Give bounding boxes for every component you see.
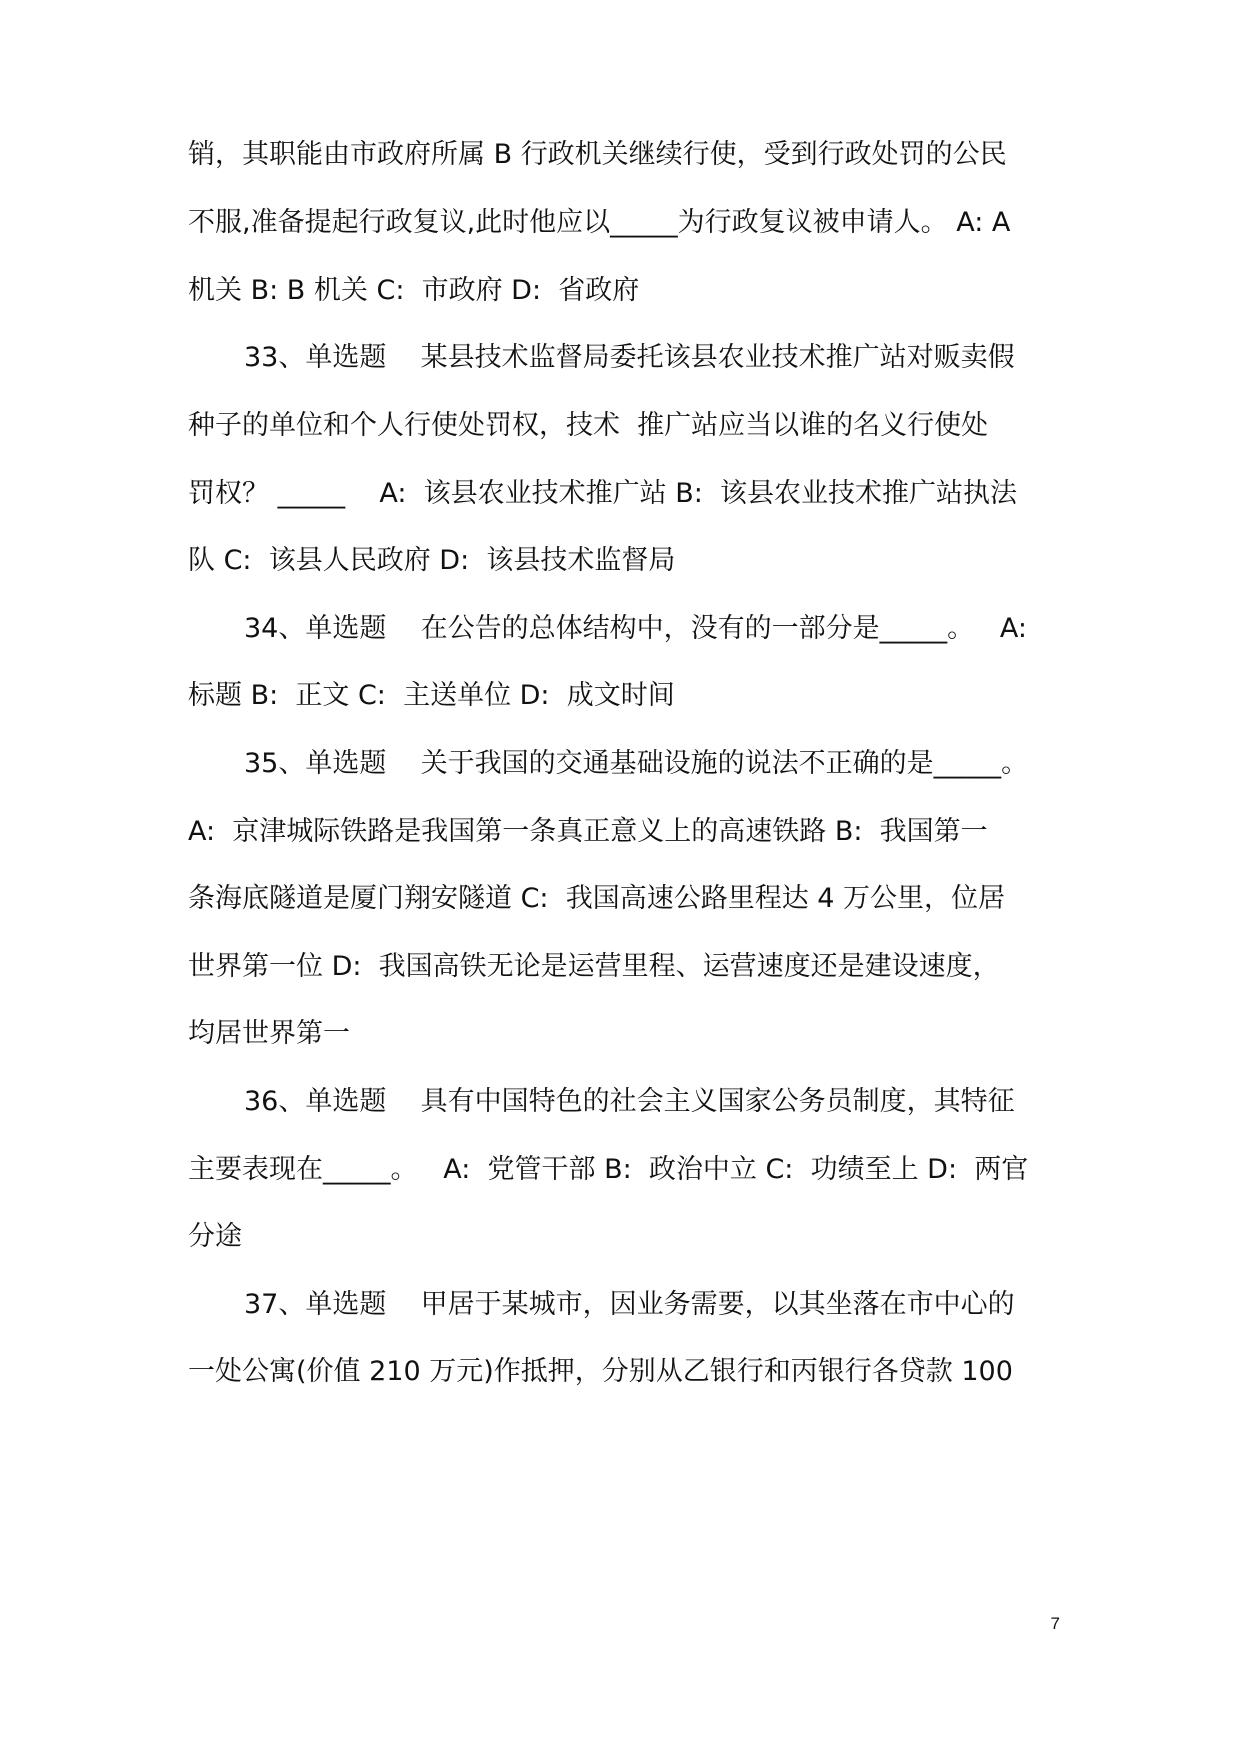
text-line: 标题 B: 正文 C: 主送单位 D: 成文时间 xyxy=(188,680,675,711)
page-number: 7 xyxy=(1050,1614,1060,1633)
question-35-line: 35、单选题 关于我国的交通基础设施的说法不正确的是_____。 xyxy=(244,748,1029,779)
question-36-line: 36、单选题 具有中国特色的社会主义国家公务员制度，其特征 xyxy=(244,1086,1015,1117)
text-line: 分途 xyxy=(188,1221,242,1252)
text-line: 主要表现在_____。 A: 党管干部 B: 政治中立 C: 功绩至上 D: 两官 xyxy=(188,1154,1029,1185)
text-line: 销，其职能由市政府所属 B 行政机关继续行使，受到行政处罚的公民 xyxy=(188,139,1007,170)
question-33-line: 33、单选题 某县技术监督局委托该县农业技术推广站对贩卖假 xyxy=(244,342,1015,373)
text-line: 队 C: 该县人民政府 D: 该县技术监督局 xyxy=(188,545,676,576)
text-line: 罚权？ _____ A: 该县农业技术推广站 B: 该县农业技术推广站执法 xyxy=(188,478,1018,509)
text-line: 不服,准备提起行政复议,此时他应以_____为行政复议被申请人。 A: A xyxy=(188,207,1011,238)
text-line: 条海底隧道是厦门翔安隧道 C: 我国高速公路里程达 4 万公里，位居 xyxy=(188,883,1006,914)
text-line: A: 京津城际铁路是我国第一条真正意义上的高速铁路 B: 我国第一 xyxy=(188,816,988,847)
question-34-line: 34、单选题 在公告的总体结构中，没有的一部分是_____。 A: xyxy=(244,613,1028,644)
text-line: 机关 B: B 机关 C: 市政府 D: 省政府 xyxy=(188,275,640,306)
question-37-line: 37、单选题 甲居于某城市，因业务需要，以其坐落在市中心的 xyxy=(244,1289,1015,1320)
text-line: 世界第一位 D: 我国高铁无论是运营里程、运营速度还是建设速度， xyxy=(188,951,1000,982)
text-line: 一处公寓(价值 210 万元)作抵押，分别从乙银行和丙银行各贷款 100 xyxy=(188,1356,1013,1387)
text-line: 种子的单位和个人行使处罚权，技术 推广站应当以谁的名义行使处 xyxy=(188,410,989,441)
text-line: 均居世界第一 xyxy=(188,1018,350,1049)
